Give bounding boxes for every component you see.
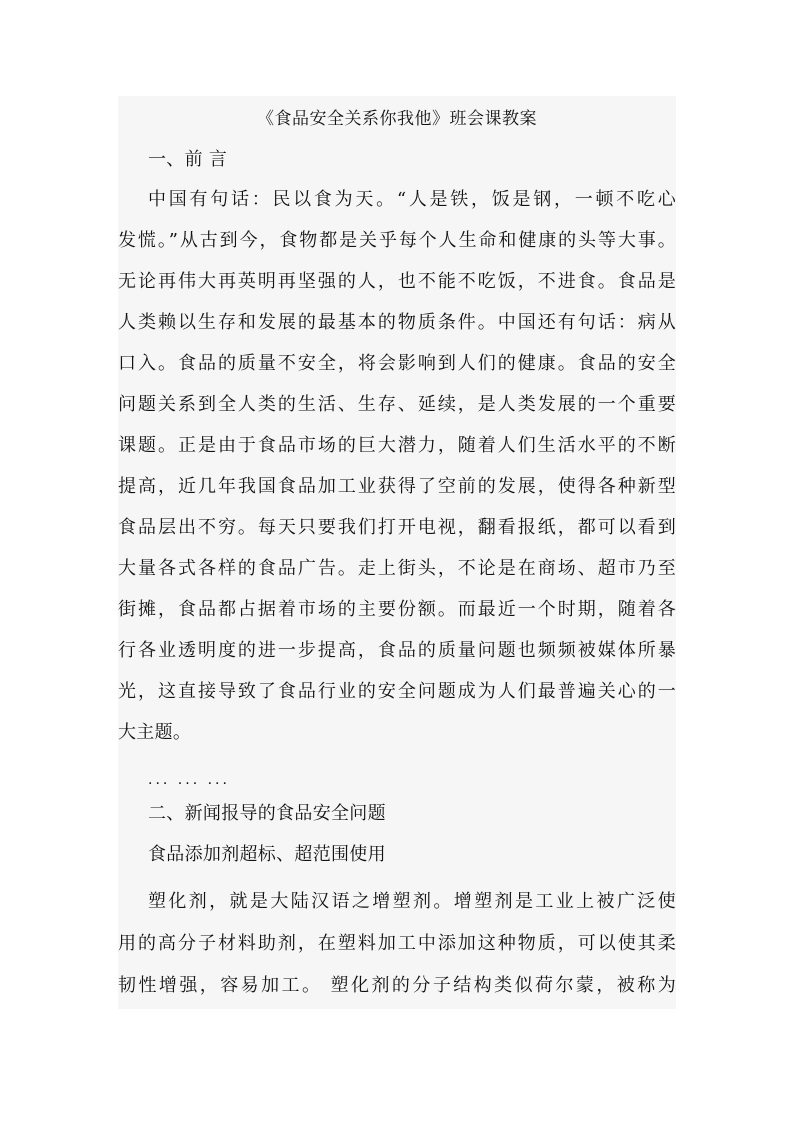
paragraph-line: 发慌。”从古到今，食物都是关乎每个人生命和健康的头等大事。 — [118, 230, 676, 251]
paragraph-line: 口入。食品的质量不安全，将会影响到人们的健康。食品的安全 — [118, 353, 676, 374]
paragraph-line: 问题关系到全人类的生活、生存、延续，是人类发展的一个重要 — [118, 394, 676, 415]
subheading-additives: 食品添加剂超标、超范围使用 — [148, 844, 386, 865]
paragraph-line: 行各业透明度的进一步提高，食品的质量问题也频频被媒体所暴 — [118, 640, 676, 661]
paragraph-line: 食品层出不穷。每天只要我们打开电视，翻看报纸，都可以看到 — [118, 517, 676, 538]
paragraph-line: 中国有句话：民以食为天。“人是铁，饭是钢，一顿不吃心 — [148, 189, 676, 210]
paragraph-line: 提高，近几年我国食品加工业获得了空前的发展，使得各种新型 — [118, 476, 676, 497]
paragraph-line: 韧性增强，容易加工。 塑化剂的分子结构类似荷尔蒙，被称为 — [118, 975, 676, 996]
paragraph-line: 光，这直接导致了食品行业的安全问题成为人们最普遍关心的一 — [118, 681, 676, 702]
paragraph-line: 课题。正是由于食品市场的巨大潜力，随着人们生活水平的不断 — [118, 435, 676, 456]
paragraph-line: 大量各式各样的食品广告。走上街头，不论是在商场、超市乃至 — [118, 558, 676, 579]
document-title: 《食品安全关系你我他》班会课教案 — [257, 109, 537, 129]
paragraph-line: 街摊，食品都占据着市场的主要份额。而最近一个时期，随着各 — [118, 599, 676, 620]
paragraph-line: 人类赖以生存和发展的最基本的物质条件。中国还有句话：病从 — [118, 312, 676, 333]
section-heading-news: 二、新闻报导的食品安全问题 — [148, 803, 386, 824]
paragraph-line: 大主题。 — [118, 722, 192, 743]
paragraph-line: 用的高分子材料助剂，在塑料加工中添加这种物质，可以使其柔 — [118, 933, 676, 954]
paragraph-line: 无论再伟大再英明再坚强的人，也不能不吃饭，不进食。食品是 — [118, 271, 676, 292]
section-heading-foreword: 一、前 言 — [148, 149, 228, 170]
paragraph-line: 塑化剂，就是大陆汉语之增塑剂。增塑剂是工业上被广泛使 — [148, 891, 676, 912]
ellipsis-divider: ... ... ... — [148, 772, 230, 788]
